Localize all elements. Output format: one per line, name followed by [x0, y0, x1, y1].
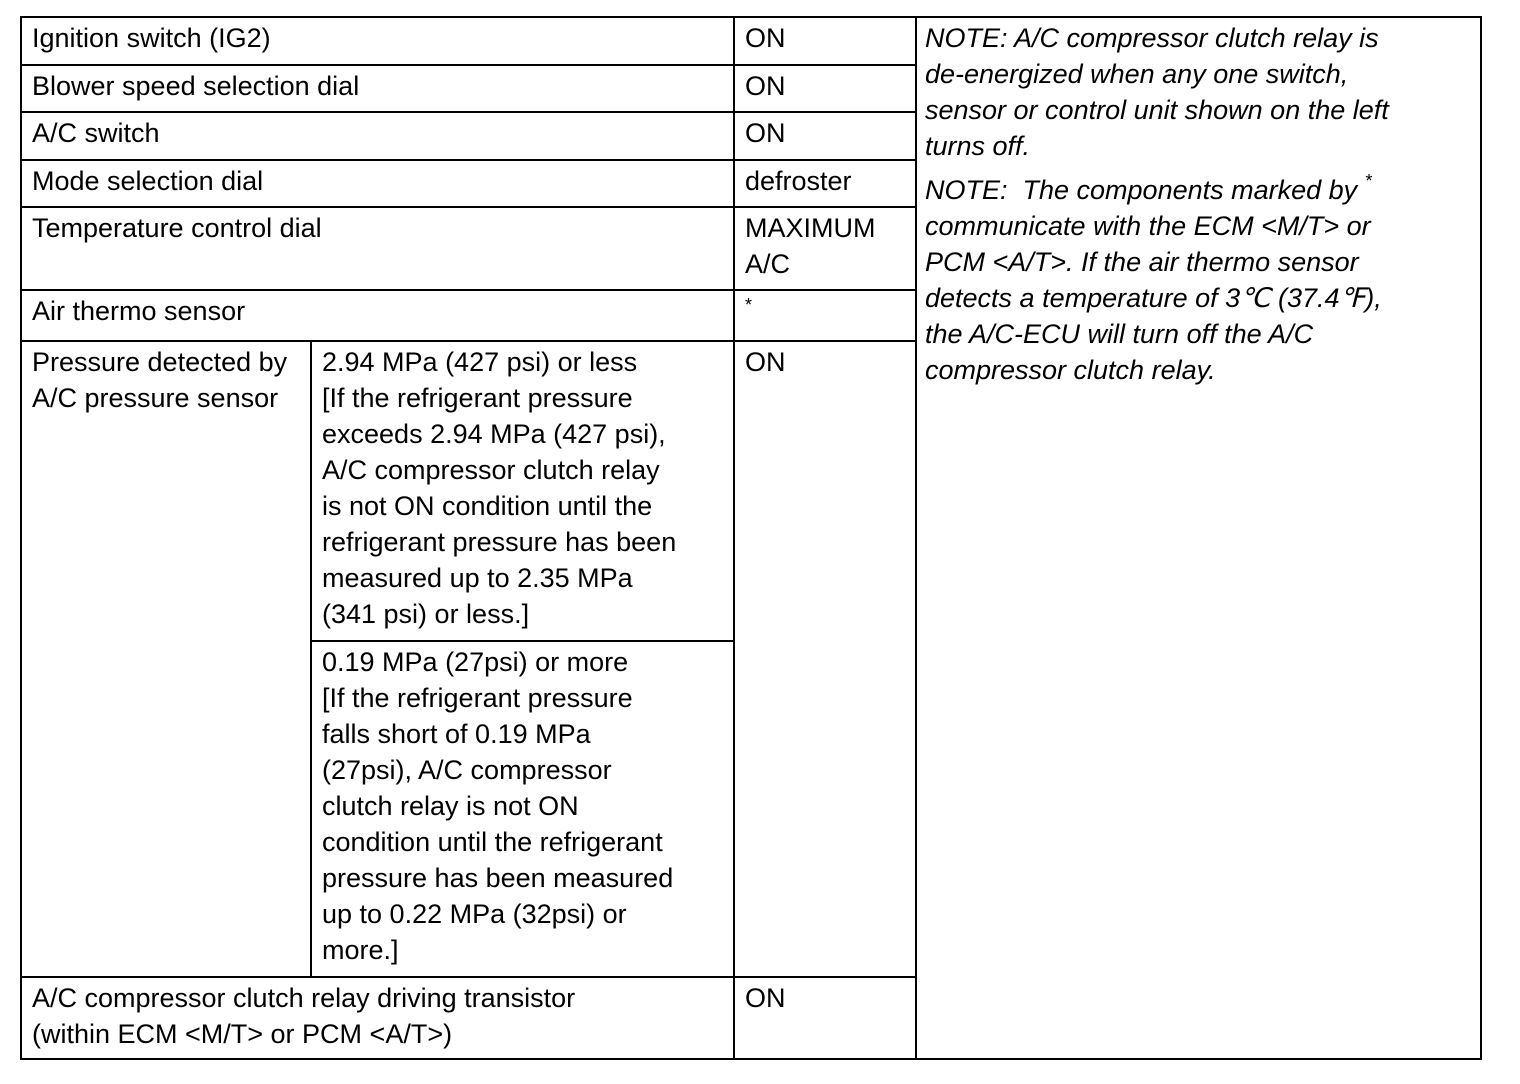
value-line: MAXIMUM	[745, 213, 876, 243]
note-line: turns off.	[925, 131, 1031, 161]
condition-label: Ignition switch (IG2)	[21, 17, 734, 65]
table-row	[21, 17, 1481, 65]
text-line: A/C compressor clutch relay	[322, 455, 660, 485]
transistor-value: ON	[734, 977, 916, 1059]
condition-label: Mode selection dial	[21, 160, 734, 207]
text-line: exceeds 2.94 MPa (427 psi),	[322, 419, 666, 449]
note-line: sensor or control unit shown on the left	[925, 95, 1389, 125]
pressure-value: ON	[734, 341, 916, 977]
condition-value: ON	[734, 17, 916, 65]
note-components	[925, 172, 1472, 388]
note-text: NOTE: The components marked by	[925, 175, 1365, 205]
text-line: 0.19 MPa (27psi) or more	[322, 647, 629, 677]
text-line: refrigerant pressure has been	[322, 527, 677, 557]
notes-cell	[916, 17, 1481, 1059]
text-line: (27psi), A/C compressor	[322, 755, 612, 785]
note-line: compressor clutch relay.	[925, 355, 1216, 385]
text-line: 2.94 MPa (427 psi) or less	[322, 347, 638, 377]
note-line: NOTE: A/C compressor clutch relay is	[925, 23, 1379, 53]
text-line: more.]	[322, 935, 399, 965]
text-line: (within ECM <M/T> or PCM <A/T>)	[32, 1019, 453, 1049]
text-line: A/C compressor clutch relay driving transistor	[32, 983, 576, 1013]
ac-compressor-conditions-table	[20, 16, 1482, 1060]
text-line: falls short of 0.19 MPa	[322, 719, 591, 749]
text-line: up to 0.22 MPa (32psi) or	[322, 899, 627, 929]
note-line: the A/C-ECU will turn off the A/C	[925, 319, 1314, 349]
note-line: de-energized when any one switch,	[925, 59, 1349, 89]
asterisk-mark: *	[1364, 171, 1372, 191]
condition-value: ON	[734, 65, 916, 112]
condition-label: A/C switch	[21, 112, 734, 160]
condition-value: ON	[734, 112, 916, 160]
text-line: clutch relay is not ON	[322, 791, 579, 821]
value-line: A/C	[745, 249, 791, 279]
text-line: is not ON condition until the	[322, 491, 653, 521]
note-line: communicate with the ECM <M/T> or	[925, 211, 1371, 241]
condition-value: defroster	[734, 160, 916, 207]
pressure-low-condition	[311, 641, 734, 977]
condition-label: Blower speed selection dial	[21, 65, 734, 112]
note-deenergized	[925, 20, 1472, 164]
note-line: PCM <A/T>. If the air thermo sensor	[925, 247, 1359, 277]
note-line: detects a temperature of 3℃ (37.4℉),	[925, 283, 1382, 313]
text-line: pressure has been measured	[322, 863, 674, 893]
condition-value: *	[734, 290, 916, 341]
condition-label: Temperature control dial	[21, 207, 734, 290]
pressure-label: Pressure detected by A/C pressure sensor	[21, 341, 311, 977]
note-line	[925, 172, 1472, 208]
text-line: [If the refrigerant pressure	[322, 683, 633, 713]
condition-label: Air thermo sensor	[21, 290, 734, 341]
text-line: measured up to 2.35 MPa	[322, 563, 633, 593]
text-line: (341 psi) or less.]	[322, 599, 530, 629]
pressure-high-condition	[311, 341, 734, 641]
condition-value	[734, 207, 916, 290]
text-line: [If the refrigerant pressure	[322, 383, 633, 413]
transistor-label	[21, 977, 734, 1059]
text-line: condition until the refrigerant	[322, 827, 663, 857]
